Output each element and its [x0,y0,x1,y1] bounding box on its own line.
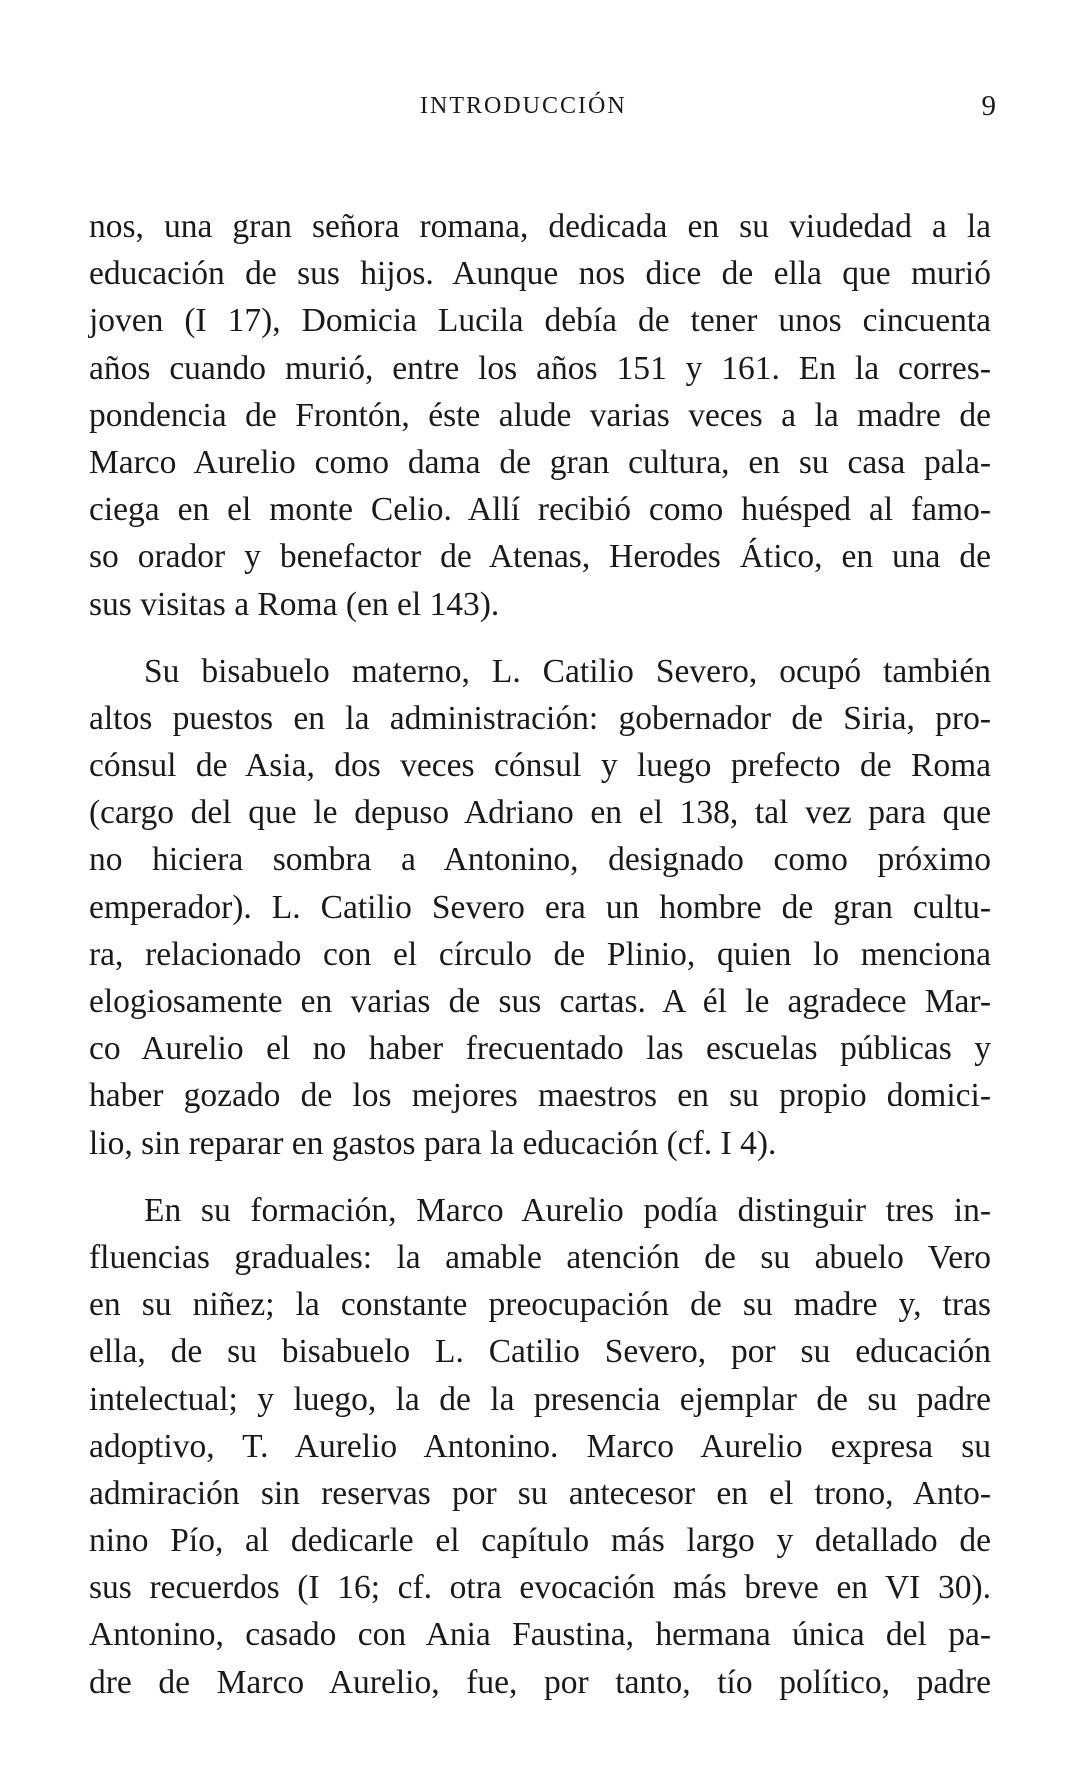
text-line: sus recuerdos (I 16; cf. otra evocación más breve en VI 30). [89,1569,991,1607]
text-line: dre de Marco Aurelio, fue, por tanto, tío político, padre [89,1663,991,1701]
text-line: joven (I 17), Domicia Lucila debía de tener unos cincuenta [89,302,991,340]
paragraph [89,203,991,628]
text-line: Su bisabuelo materno, L. Catilio Severo, ocupó también [144,652,991,690]
text-line: cónsul de Asia, dos veces cónsul y luego prefecto de Roma [89,747,991,785]
page-number: 9 [981,90,996,122]
text-line: adoptivo, T. Aurelio Antonino. Marco Aurelio expresa su [89,1427,991,1465]
text-line: En su formación, Marco Aurelio podía distinguir tres in- [144,1191,991,1229]
paragraph [89,648,991,1167]
text-line: so orador y benefactor de Atenas, Herodes Ático, en una de [89,538,991,576]
text-line: nino Pío, al dedicarle el capítulo más largo y detallado de [89,1522,991,1560]
text-line: pondencia de Frontón, éste alude varias veces a la madre de [89,396,991,434]
text-line: fluencias graduales: la amable atención de su abuelo Vero [89,1238,991,1276]
text-line: años cuando murió, entre los años 151 y 161. En la corres- [89,349,991,387]
paragraph [89,1187,991,1706]
text-line: sus visitas a Roma (en el 143). [89,585,500,623]
text-line: intelectual; y luego, la de la presencia ejemplar de su padre [89,1380,991,1418]
text-line: co Aurelio el no haber frecuentado las escuelas públicas y [89,1030,991,1068]
text-line: ella, de su bisabuelo L. Catilio Severo, por su educación [89,1333,991,1371]
chapter-title: INTRODUCCIÓN [420,93,627,119]
text-line: lio, sin reparar en gastos para la educación (cf. I 4). [89,1124,777,1162]
running-head [0,86,1080,126]
text-line: ra, relacionado con el círculo de Plinio, quien lo menciona [89,935,991,973]
text-line: Marco Aurelio como dama de gran cultura, en su casa pala- [89,443,991,481]
text-line: haber gozado de los mejores maestros en su propio domici- [89,1077,991,1115]
text-line: elogiosamente en varias de sus cartas. A él le agradece Mar- [89,983,991,1020]
text-line: ciega en el monte Celio. Allí recibió como huésped al famo- [89,491,991,529]
body-text [89,203,991,1706]
text-line: Antonino, casado con Ania Faustina, hermana única del pa- [89,1616,991,1654]
text-line: altos puestos en la administración: gobernador de Siria, pro- [89,699,991,737]
text-line: en su niñez; la constante preocupación de su madre y, tras [89,1286,991,1324]
text-line: (cargo del que le depuso Adriano en el 138, tal vez para que [89,794,991,832]
text-line: educación de sus hijos. Aunque nos dice de ella que murió [89,255,991,293]
text-line: emperador). L. Catilio Severo era un hombre de gran cultu- [89,888,991,926]
text-line: admiración sin reservas por su antecesor en el trono, Anto- [89,1474,991,1512]
text-line: no hiciera sombra a Antonino, designado como próximo [89,841,991,879]
text-line: nos, una gran señora romana, dedicada en su viudedad a la [89,208,991,245]
